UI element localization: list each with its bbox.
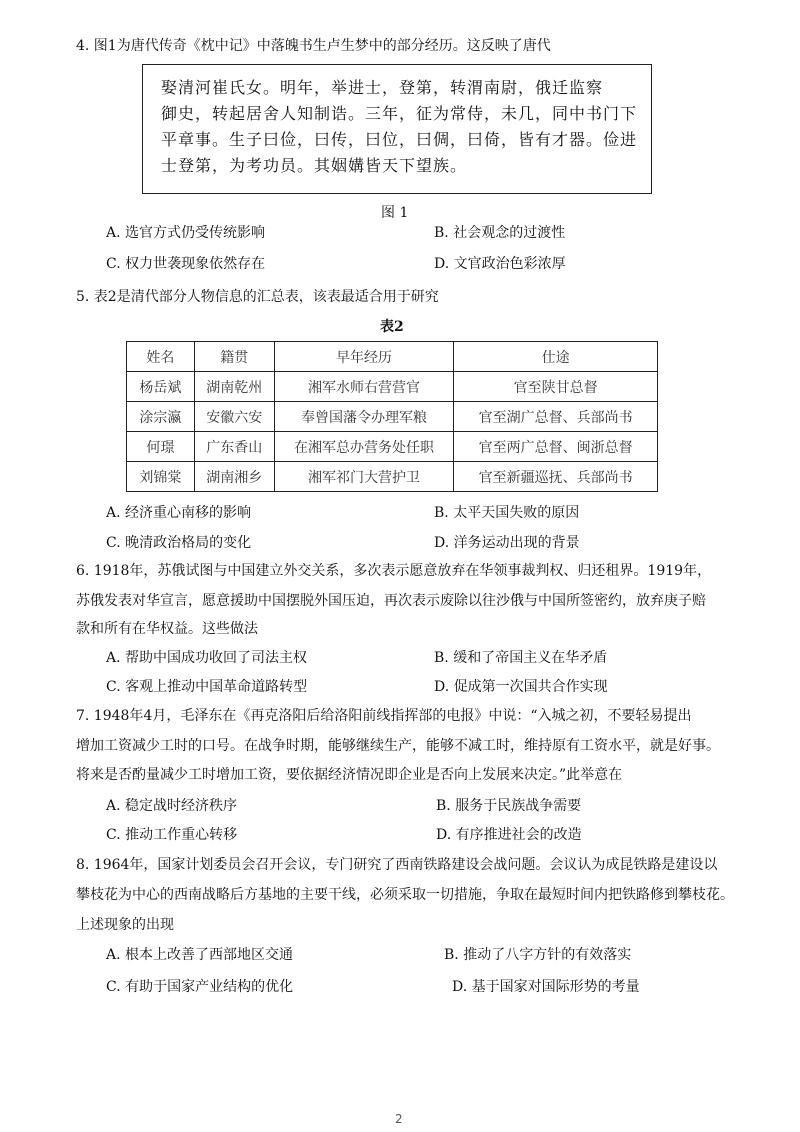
table-cell: 奉曾国藩令办理军粮	[274, 402, 454, 432]
page-number: 2	[395, 1112, 403, 1126]
q8-option-d[interactable]: D. 基于国家对国际形势的考量	[452, 979, 640, 995]
figure-line: 平章事。生子曰俭，曰传，曰位，曰倜，曰倚，皆有才器。俭进	[161, 130, 638, 149]
table-cell: 湘军祁门大营护卫	[274, 462, 454, 492]
q6-option-a[interactable]: A. 帮助中国成功收回了司法主权	[106, 650, 308, 666]
q4-option-c[interactable]: C. 权力世袭现象依然存在	[106, 256, 266, 272]
q7-stem-line: 7. 1948年4月，毛泽东在《再克洛阳后给洛阳前线指挥部的电报》中说：“入城之初，不要轻易提出	[76, 708, 692, 724]
table-cell: 湘军水师右营营官	[274, 372, 454, 402]
table-cell: 湖南湘乡	[194, 462, 274, 492]
table-row	[127, 462, 658, 492]
table-header-cell: 籍贯	[194, 342, 274, 372]
q8-option-c[interactable]: C. 有助于国家产业结构的优化	[106, 979, 294, 995]
table-row	[127, 432, 658, 462]
q5-option-b[interactable]: B. 太平天国失败的原因	[434, 505, 580, 521]
q8-stem-line: 8. 1964年，国家计划委员会召开会议，专门研究了西南铁路建设会战问题。会议认为成昆铁路是建设以	[76, 857, 718, 873]
q6-stem-line: 苏俄发表对华宣言，愿意援助中国摆脱外国压迫，再次表示废除以往沙俄与中国所签密约，放弃庚子赔	[76, 593, 706, 609]
q4-figure-caption: 图 1	[381, 205, 409, 221]
q5-option-a[interactable]: A. 经济重心南移的影响	[106, 505, 252, 521]
q5-stem: 5. 表2是清代部分人物信息的汇总表，该表最适合用于研究	[76, 289, 439, 305]
q6-stem-line: 6. 1918年，苏俄试图与中国建立外交关系，多次表示愿意放弃在华领事裁判权、归还租界。1919年，	[76, 563, 712, 579]
q4-option-a[interactable]: A. 选官方式仍受传统影响	[106, 225, 266, 241]
q7-option-a[interactable]: A. 稳定战时经济秩序	[106, 798, 238, 814]
q4-option-b[interactable]: B. 社会观念的过渡性	[434, 225, 566, 241]
table-header-cell: 姓名	[127, 342, 195, 372]
q4-stem: 4. 图1为唐代传奇《枕中记》中落魄书生卢生梦中的部分经历。这反映了唐代	[76, 38, 551, 54]
table-header-cell: 早年经历	[274, 342, 454, 372]
q8-stem-line: 上述现象的出现	[76, 917, 174, 933]
table-header-row	[127, 342, 658, 372]
table-cell: 官至湖广总督、兵部尚书	[454, 402, 658, 432]
q4-option-d[interactable]: D. 文官政治色彩浓厚	[434, 256, 566, 272]
table-cell: 安徽六安	[194, 402, 274, 432]
q6-option-d[interactable]: D. 促成第一次国共合作实现	[434, 679, 608, 695]
table-cell: 在湘军总办营务处任职	[274, 432, 454, 462]
q5-table	[126, 341, 658, 492]
q7-stem-line: 将来是否酌量减少工时增加工资，要依据经济情况即企业是否向上发展来决定。”此举意在	[76, 767, 623, 783]
table-cell: 何璟	[127, 432, 195, 462]
table-cell: 湖南乾州	[194, 372, 274, 402]
table-cell: 官至两广总督、闽浙总督	[454, 432, 658, 462]
table-cell: 官至陕甘总督	[454, 372, 658, 402]
table-cell: 广东香山	[194, 432, 274, 462]
table-cell: 杨岳斌	[127, 372, 195, 402]
q5-table-title: 表2	[380, 319, 404, 335]
table-row	[127, 372, 658, 402]
q6-stem-line: 款和所有在华权益。这些做法	[76, 621, 258, 637]
table-cell: 官至新疆巡抚、兵部尚书	[454, 462, 658, 492]
table-header-cell: 仕途	[454, 342, 658, 372]
table-cell: 涂宗瀛	[127, 402, 195, 432]
q6-option-b[interactable]: B. 缓和了帝国主义在华矛盾	[434, 650, 608, 666]
table-row	[127, 402, 658, 432]
q7-stem-line: 增加工资减少工时的口号。在战争时期，能够继续生产，能够不减工时，维持原有工资水平，就是好事。	[76, 738, 720, 754]
figure-line: 娶清河崔氏女。明年，举进士，登第，转渭南尉，俄迁监察	[161, 78, 604, 97]
q8-option-b[interactable]: B. 推动了八字方针的有效落实	[444, 947, 632, 963]
q8-option-a[interactable]: A. 根本上改善了西部地区交通	[106, 947, 294, 963]
q8-stem-line: 攀枝花为中心的西南战略后方基地的主要干线，必须采取一切措施，争取在最短时间内把铁路修到攀枝花。	[76, 887, 734, 903]
q6-option-c[interactable]: C. 客观上推动中国革命道路转型	[106, 679, 308, 695]
table-cell: 刘锦棠	[127, 462, 195, 492]
q7-option-d[interactable]: D. 有序推进社会的改造	[436, 827, 582, 843]
q7-option-c[interactable]: C. 推动工作重心转移	[106, 827, 238, 843]
q7-option-b[interactable]: B. 服务于民族战争需要	[436, 798, 582, 814]
q5-option-c[interactable]: C. 晚清政治格局的变化	[106, 535, 252, 551]
figure-line: 御史，转起居舍人知制诰。三年，征为常侍，未几，同中书门下	[161, 104, 638, 123]
figure-line: 士登第，为考功员。其姻媾皆天下望族。	[161, 156, 468, 175]
q4-figure-box	[142, 64, 652, 194]
q5-option-d[interactable]: D. 洋务运动出现的背景	[434, 535, 580, 551]
